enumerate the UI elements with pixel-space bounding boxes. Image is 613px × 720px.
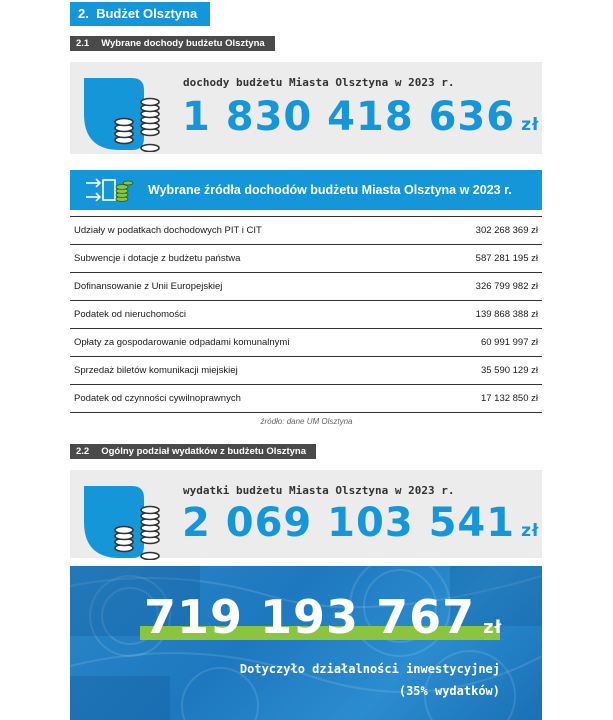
- row-value: 139 868 388 zł: [429, 301, 542, 329]
- row-value: 587 281 195 zł: [429, 245, 542, 273]
- table-row: [70, 273, 542, 301]
- table-row: [70, 329, 542, 357]
- section-title: [70, 2, 210, 26]
- investment-panel: [70, 566, 542, 720]
- row-label: Podatek od czynności cywilnoprawnych: [70, 385, 429, 413]
- row-value: 17 132 850 zł: [429, 385, 542, 413]
- expense-subtitle-text: Ogólny podział wydatków z budżetu Olsztyna: [101, 446, 307, 457]
- income-stat-caption: dochody budżetu Miasta Olsztyna w 2023 r.: [183, 76, 455, 89]
- row-label: Sprzedaż biletów komunikacji miejskiej: [70, 357, 429, 385]
- sources-banner: [70, 170, 542, 210]
- coins-icon: [80, 72, 160, 152]
- income-stat-amount: [182, 94, 539, 140]
- income-subtitle-text: Wybrane dochody budżetu Olsztyna: [101, 38, 265, 49]
- row-label: Subwencje i dotacje z budżetu państwa: [70, 245, 429, 273]
- table-row: [70, 301, 542, 329]
- transfer-money-icon: [84, 175, 134, 205]
- investment-amount-currency: zł: [483, 617, 503, 638]
- expense-stat-amount: [182, 500, 539, 546]
- table-row: [70, 245, 542, 273]
- row-label: Podatek od nieruchomości: [70, 301, 429, 329]
- investment-amount: [144, 590, 502, 644]
- source-note: źródło: dane UM Olsztyna: [260, 417, 353, 426]
- expense-amount-value: 2 069 103 541: [182, 500, 516, 546]
- coins-icon: [80, 480, 160, 560]
- table-row: [70, 217, 542, 245]
- table-row: [70, 357, 542, 385]
- section-title-text: Budżet Olsztyna: [96, 6, 198, 21]
- income-table: [70, 216, 542, 413]
- row-label: Opłaty za gospodarowanie odpadami komunalnymi: [70, 329, 429, 357]
- income-stat-box: [70, 62, 542, 154]
- investment-caption-line1: Dotyczyło działalności inwestycyjnej: [239, 662, 500, 676]
- row-label: Dofinansowanie z Unii Europejskiej: [70, 273, 429, 301]
- income-amount-currency: zł: [521, 115, 540, 135]
- investment-amount-value: 719 193 767: [144, 590, 476, 644]
- income-amount-value: 1 830 418 636: [182, 94, 516, 140]
- income-subtitle-number: 2.1: [76, 38, 90, 49]
- expense-stat-box: [70, 470, 542, 558]
- row-value: 35 590 129 zł: [429, 357, 542, 385]
- expense-stat-caption: wydatki budżetu Miasta Olsztyna w 2023 r.: [183, 484, 455, 497]
- row-label: Udziały w podatkach dochodowych PIT i CIT: [70, 217, 429, 245]
- expense-subtitle-number: 2.2: [76, 446, 90, 457]
- row-value: 302 268 369 zł: [429, 217, 542, 245]
- income-subtitle: [70, 36, 275, 51]
- investment-caption-line2: (35% wydatków): [398, 684, 500, 698]
- row-value: 60 991 997 zł: [429, 329, 542, 357]
- expense-amount-currency: zł: [521, 521, 540, 541]
- section-number: 2.: [78, 6, 89, 21]
- row-value: 326 799 982 zł: [429, 273, 542, 301]
- expense-subtitle: [70, 444, 316, 459]
- sources-banner-title: Wybrane źródła dochodów budżetu Miasta Olsztyna w 2023 r.: [148, 183, 512, 197]
- table-row: [70, 385, 542, 413]
